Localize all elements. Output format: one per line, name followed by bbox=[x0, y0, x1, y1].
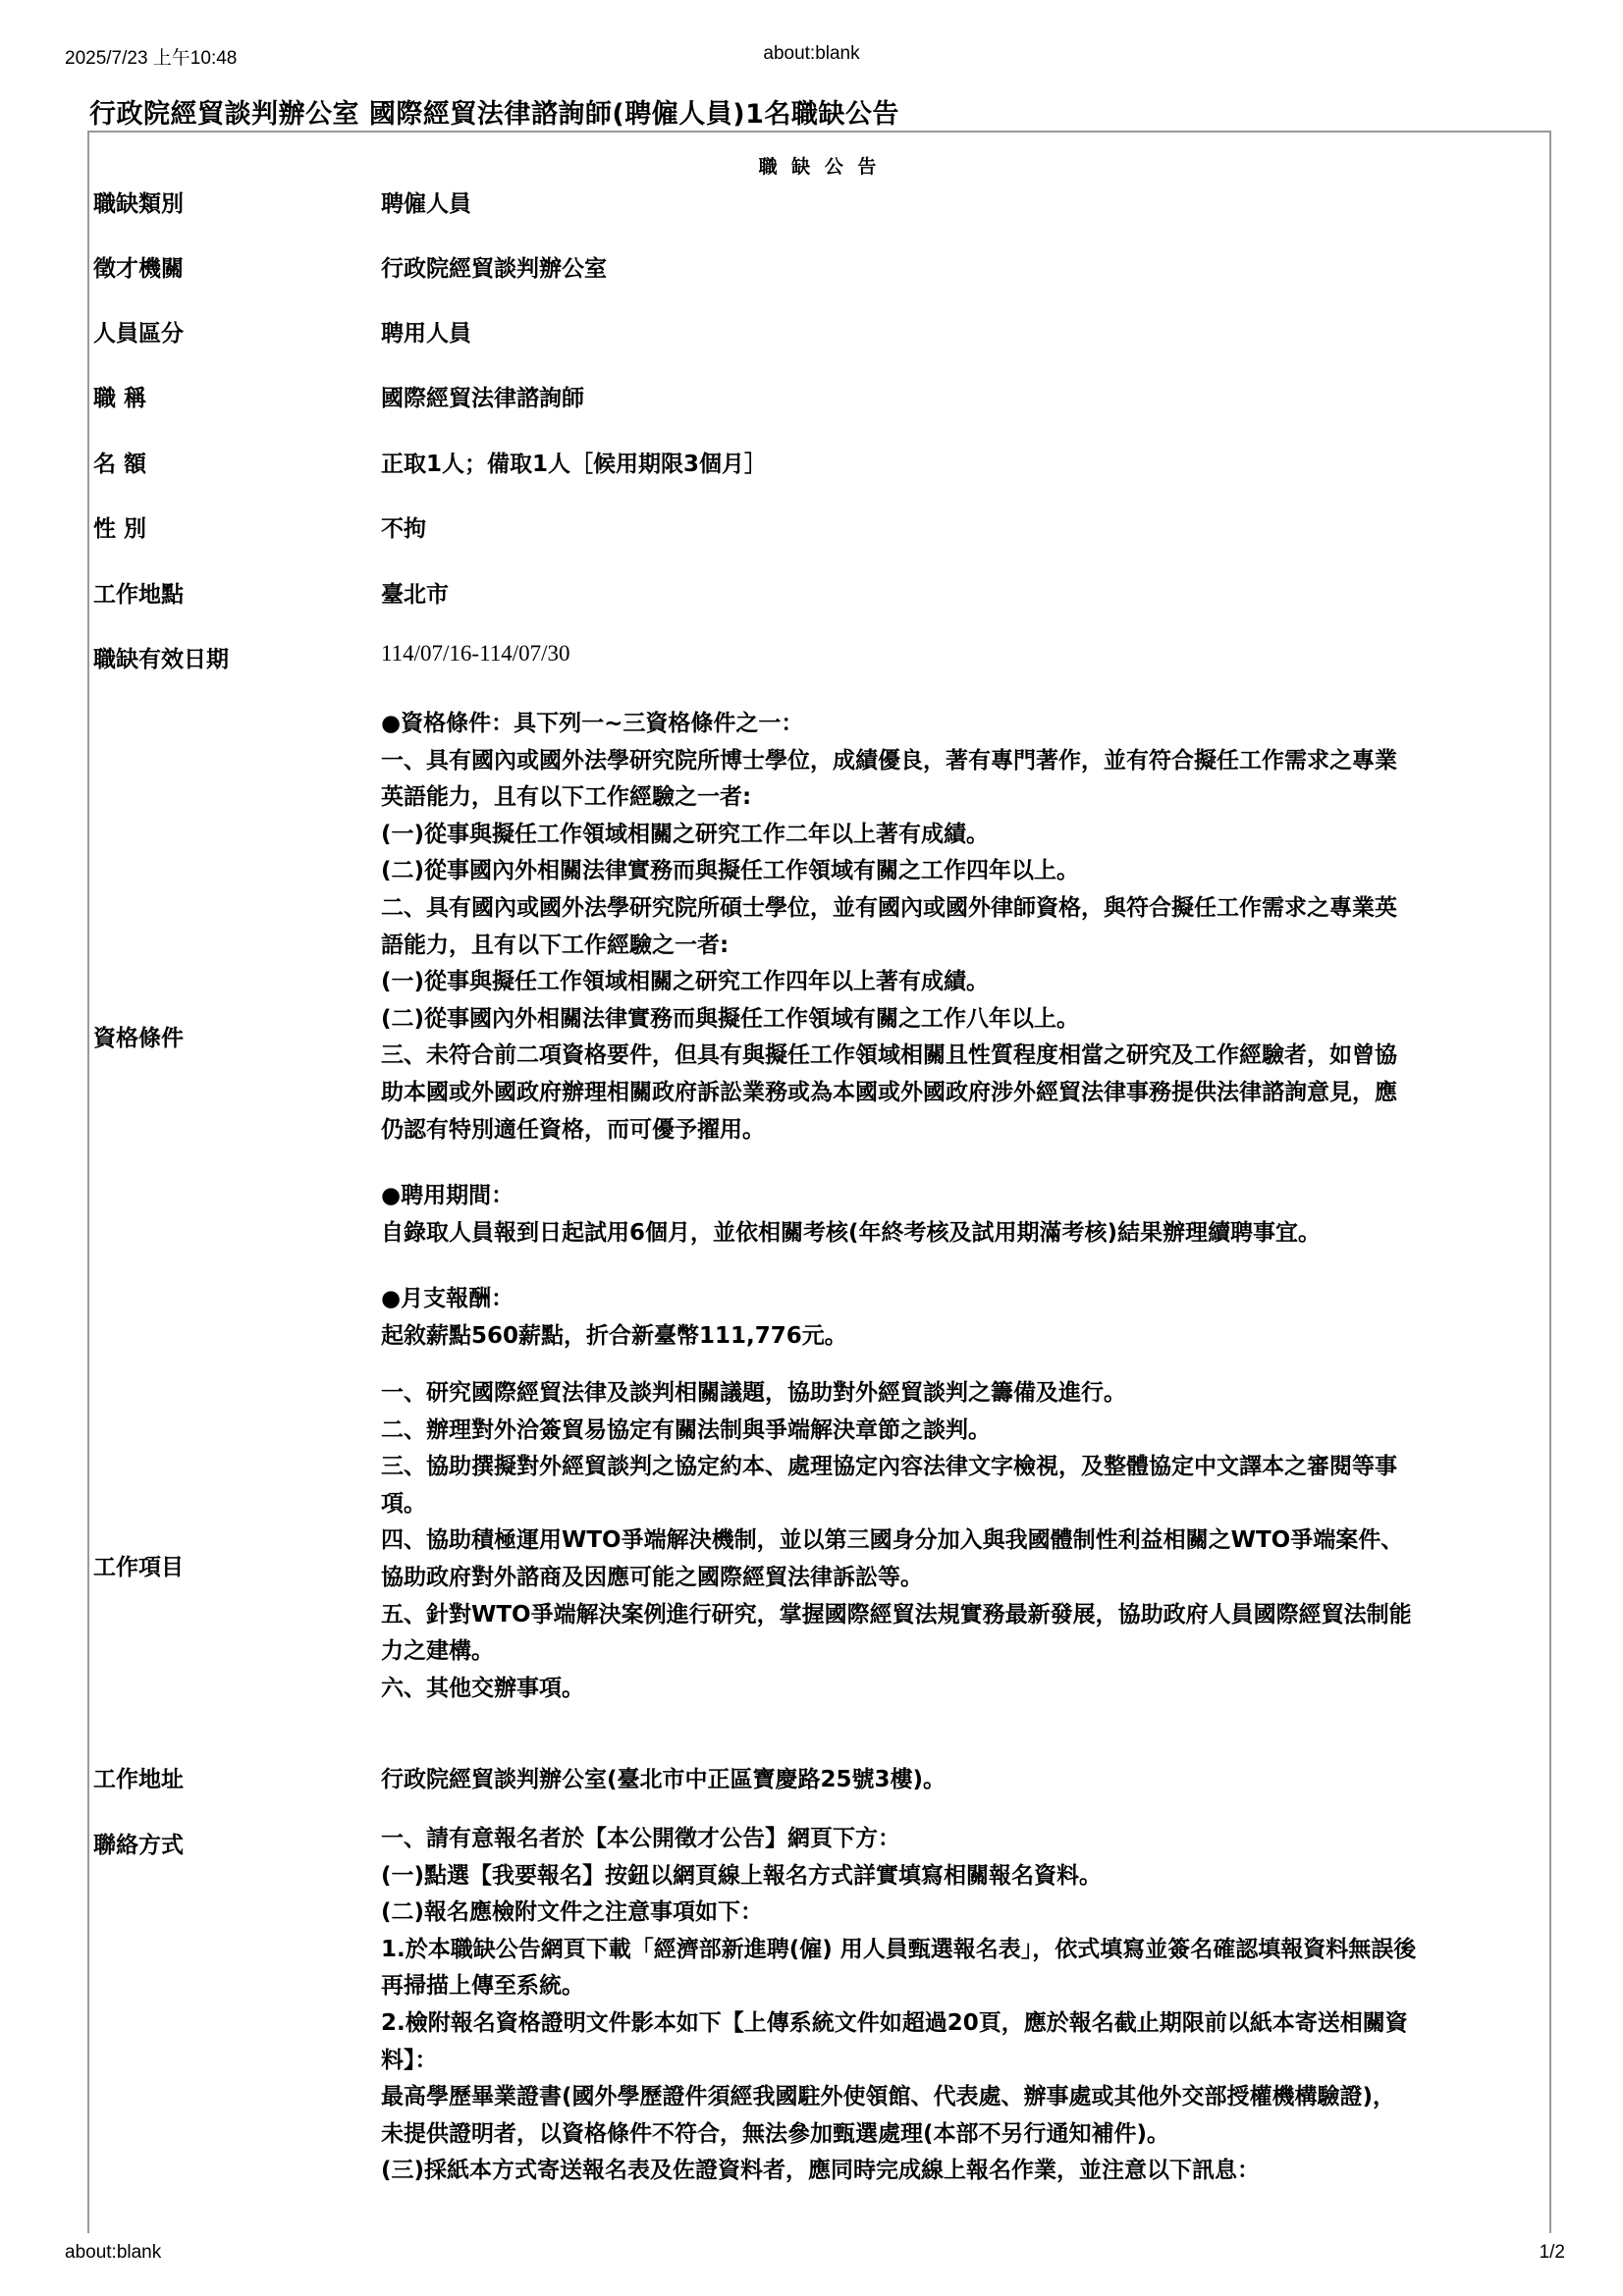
field-value-quota: 正取1人；備取1人［候用期限3個月］ bbox=[381, 452, 768, 477]
qualifications-label: 資格條件 bbox=[93, 1026, 184, 1051]
qualification-line: 助本國或外國政府辦理相關政府訴訟業務或為本國或外國政府涉外經貿法律事務提供法律諮詢意見，應 bbox=[381, 1079, 1397, 1105]
field-label-location: 工作地點 bbox=[93, 582, 184, 608]
field-label-quota: 名 額 bbox=[93, 452, 147, 477]
qualification-line: 語能力，且有以下工作經驗之一者: bbox=[381, 932, 730, 958]
page-number: 1/2 bbox=[1539, 2242, 1565, 2263]
footer-url: about:blank bbox=[65, 2242, 162, 2263]
duty-line: 力之建構。 bbox=[381, 1638, 494, 1665]
duty-line: 四、協助積極運用WTO爭端解決機制，並以第三國身分加入與我國體制性利益相關之WTO爭端案件、 bbox=[381, 1527, 1404, 1554]
qualifications-block bbox=[381, 706, 1623, 1356]
qualification-line: 仍認有特別適任資格，而可優予擢用。 bbox=[381, 1116, 765, 1143]
field-value-category: 聘僱人員 bbox=[381, 191, 471, 217]
notice-frame bbox=[87, 131, 1551, 2233]
field-label-personnel-type: 人員區分 bbox=[93, 321, 184, 347]
qualification-line: ●資格條件：具下列一~三資格條件之一： bbox=[381, 711, 804, 736]
field-label-gender: 性 別 bbox=[93, 516, 147, 542]
duty-line: 六、其他交辦事項。 bbox=[381, 1675, 584, 1701]
field-value-location: 臺北市 bbox=[381, 582, 449, 608]
duties-block bbox=[381, 1375, 1623, 1707]
employment-period-heading: ●聘用期間： bbox=[381, 1183, 514, 1209]
qualification-line: 二、具有國內或國外法學研究院所碩士學位，並有國內或國外律師資格，與符合擬任工作需求之專業英 bbox=[381, 894, 1397, 921]
print-datetime: 2025/7/23 上午10:48 bbox=[65, 48, 238, 69]
contact-line: 料】： bbox=[381, 2047, 438, 2073]
salary-text: 起敘薪點560薪點，折合新臺幣111,776元。 bbox=[381, 1322, 847, 1349]
duty-line: 項。 bbox=[381, 1490, 426, 1517]
address-label: 工作地址 bbox=[93, 1767, 184, 1792]
salary-heading: ●月支報酬： bbox=[381, 1286, 514, 1312]
page-title: 行政院經貿談判辦公室 國際經貿法律諮詢師(聘僱人員)1名職缺公告 bbox=[89, 99, 899, 130]
print-url: about:blank bbox=[763, 43, 860, 64]
field-value-agency: 行政院經貿談判辦公室 bbox=[381, 256, 607, 282]
field-value-personnel-type: 聘用人員 bbox=[381, 321, 471, 347]
qualification-line: (一)從事與擬任工作領域相關之研究工作二年以上著有成績。 bbox=[381, 821, 990, 847]
contact-line: 再掃描上傳至系統。 bbox=[381, 1973, 584, 2000]
qualification-line: 英語能力，且有以下工作經驗之一者: bbox=[381, 784, 752, 811]
contact-line: 2.檢附報名資格證明文件影本如下【上傳系統文件如超過20頁，應於報名截止期限前以紙本寄送相關資 bbox=[381, 2009, 1408, 2036]
qualification-line: 三、未符合前二項資格要件，但具有與擬任工作領域相關且性質程度相當之研究及工作經驗者，如曾協 bbox=[381, 1042, 1397, 1069]
contact-line: (三)採紙本方式寄送報名表及佐證資料者，應同時完成線上報名作業，並注意以下訊息： bbox=[381, 2158, 1261, 2184]
contact-label: 聯絡方式 bbox=[93, 1833, 184, 1858]
qualification-line: (二)從事國內外相關法律實務而與擬任工作領域有關之工作八年以上。 bbox=[381, 1005, 1080, 1032]
contact-block bbox=[381, 1821, 1623, 2190]
field-label-valid-dates: 職缺有效日期 bbox=[93, 647, 229, 672]
duties-label: 工作項目 bbox=[93, 1555, 184, 1580]
field-value-valid-dates: 114/07/16-114/07/30 bbox=[381, 641, 570, 666]
employment-period-text: 自錄取人員報到日起試用6個月，並依相關考核(年終考核及試用期滿考核)結果辦理續聘事宜。 bbox=[381, 1219, 1322, 1246]
contact-line: 1.於本職缺公告網頁下載「經濟部新進聘(僱) 用人員甄選報名表」，依式填寫並簽名確認填報資料無誤後 bbox=[381, 1936, 1417, 1962]
contact-line: (二)報名應檢附文件之注意事項如下： bbox=[381, 1899, 764, 1926]
qualification-line: (一)從事與擬任工作領域相關之研究工作四年以上著有成績。 bbox=[381, 969, 990, 995]
field-label-agency: 徵才機關 bbox=[93, 256, 184, 282]
contact-line: 一、請有意報名者於【本公開徵才公告】網頁下方： bbox=[381, 1826, 900, 1851]
notice-heading: 職 缺 公 告 bbox=[758, 156, 881, 178]
field-label-job-title: 職 稱 bbox=[93, 386, 147, 411]
contact-line: 最高學歷畢業證書(國外學歷證件須經我國駐外使領館、代表處、辦事處或其他外交部授權機構驗證)， bbox=[381, 2084, 1396, 2110]
duty-line: 一、研究國際經貿法律及談判相關議題，協助對外經貿談判之籌備及進行。 bbox=[381, 1380, 1126, 1406]
qualification-line: 一、具有國內或國外法學研究院所博士學位，成績優良，著有專門著作，並有符合擬任工作需求之專業 bbox=[381, 747, 1397, 774]
duty-line: 協助政府對外諮商及因應可能之國際經貿法律訴訟等。 bbox=[381, 1564, 923, 1590]
contact-line: 未提供證明者，以資格條件不符合，無法參加甄選處理(本部不另行通知補件)。 bbox=[381, 2120, 1170, 2147]
duty-line: 五、針對WTO爭端解決案例進行研究，掌握國際經貿法規實務最新發展，協助政府人員國際經貿法制能 bbox=[381, 1601, 1412, 1628]
contact-line: (一)點選【我要報名】按鈕以網頁線上報名方式詳實填寫相關報名資料。 bbox=[381, 1862, 1103, 1889]
duty-line: 三、協助撰擬對外經貿談判之協定約本、處理協定內容法律文字檢視，及整體協定中文譯本之審閱等事 bbox=[381, 1454, 1397, 1480]
qualification-line: (二)從事國內外相關法律實務而與擬任工作領域有關之工作四年以上。 bbox=[381, 858, 1080, 884]
field-value-job-title: 國際經貿法律諮詢師 bbox=[381, 386, 584, 411]
duty-line: 二、辦理對外洽簽貿易協定有關法制與爭端解決章節之談判。 bbox=[381, 1416, 991, 1443]
field-label-category: 職缺類別 bbox=[93, 191, 184, 217]
field-value-gender: 不拘 bbox=[381, 516, 426, 542]
address-value: 行政院經貿談判辦公室(臺北市中正區寶慶路25號3樓)。 bbox=[381, 1767, 947, 1792]
